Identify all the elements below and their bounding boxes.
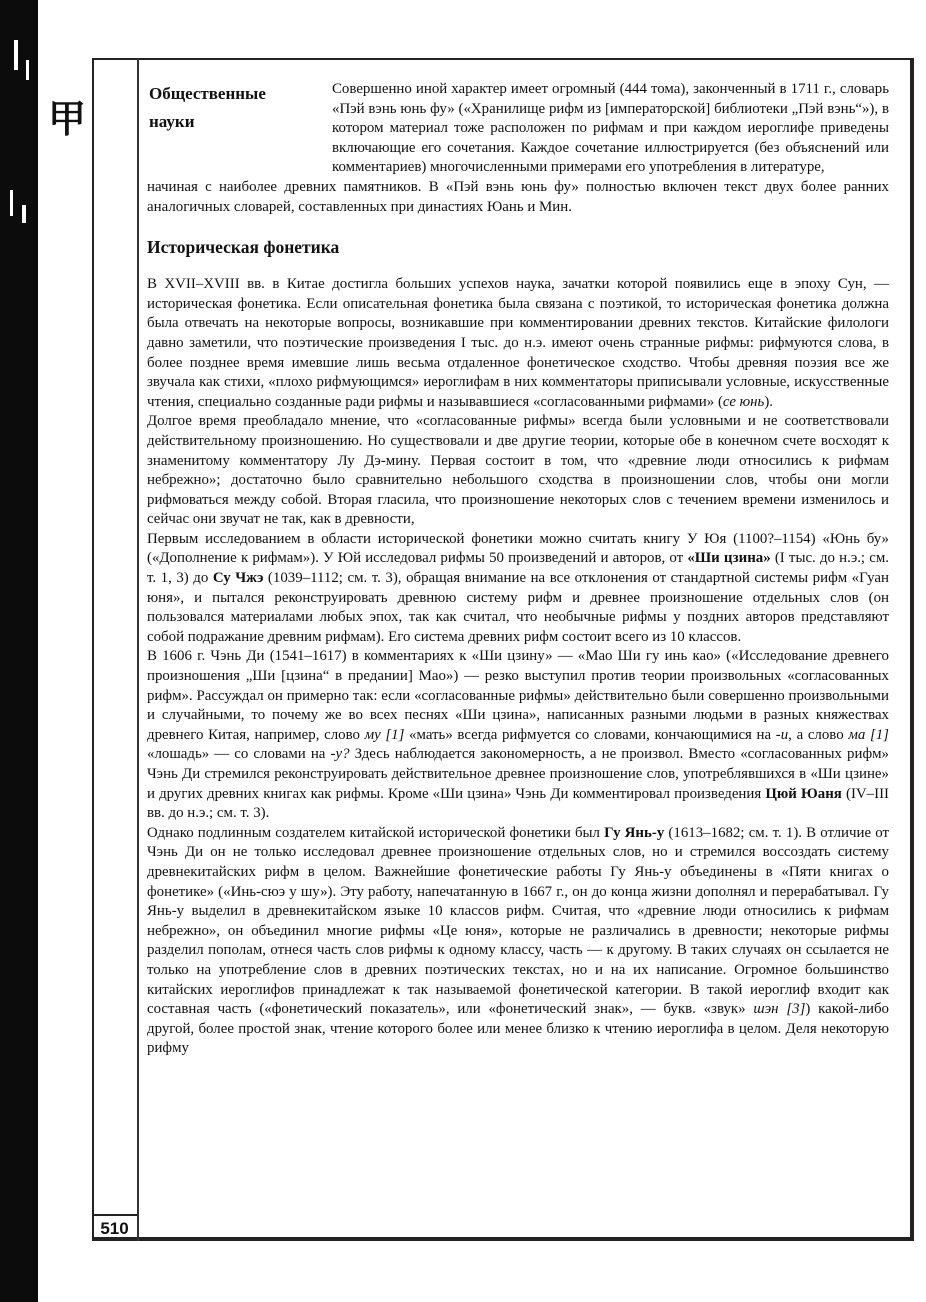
bold-term: Гу Янь-у xyxy=(604,824,665,841)
italic-term: се юнь xyxy=(722,393,765,410)
paragraph-text: (IV–III вв. до н.э.; см. т. 3). xyxy=(147,785,889,822)
paragraph-text: Однако подлинным создателем китайской исторической фонетики был xyxy=(147,824,605,841)
italic-term: -у? xyxy=(330,746,350,763)
page-number-box xyxy=(92,1214,137,1241)
bold-term: «Ши цзина» xyxy=(687,550,771,567)
scan-margin-bar xyxy=(0,0,38,1302)
bold-term: Цюй Юаня xyxy=(765,785,842,802)
side-heading-line: Общественные xyxy=(149,84,266,103)
italic-term: шэн [3] xyxy=(753,1001,806,1018)
paragraph-text: (1039–1112; см. т. 3), обращая внимание на все отклонения от стандартной системы рифм «Гуан юня», и пытался реконструировать древнюю систему рифм и древнее произношение отдельных слов (он пользовался материалами любых эпох, так как считал, что необычные рифмы у поздних авторов представляют собой подражание древним рифмам). Его система древних рифм состоит всего из 10 классов. xyxy=(147,570,889,645)
paragraph-text: В 1606 г. Чэнь Ди (1541–1617) в комментариях к «Ши цзину» — «Мао Ши гу инь као» («Исследование древнего произношения „Ши [цзина“ в предании] Мао») — резко выступил против теории произвольных «согласованных рифм». Рассуждал он примерно так: если «согласованные рифмы» действительно были совершенно произвольными и случайными, то почему же во всех песнях «Ши цзина», написанных разными людьми в разных княжествах древнего Китая, например, слово xyxy=(147,648,889,743)
paragraph-text: ). xyxy=(764,393,774,410)
italic-term: -и, xyxy=(775,726,792,743)
italic-term: ма [1] xyxy=(848,726,889,743)
section-title: Историческая фонетика xyxy=(147,237,340,258)
paragraph xyxy=(147,824,889,1059)
side-heading-line: науки xyxy=(149,112,195,131)
paragraph-text: а слово xyxy=(791,726,849,743)
intro-paragraph-tail: начиная с наиболее древних памятников. В «Пэй вэнь юнь фу» полностью включен текст двух более ранних аналогичных словарей, составленных при династиях Юань и Мин. xyxy=(147,178,889,215)
page-content xyxy=(147,80,889,1059)
paragraph-text: (1613–1682; см. т. 1). В отличие от Чэнь Ди он не только исследовал древнее произношение отдельных слов, но и стремился воссоздать систему древнекитайских рифм в целом. Важнейшие фонетические работы Гу Янь-у объединены в «Пяти книгах о фонетике» («Инь-сюэ у шу»). Эту работу, напечатанную в 1667 г., он до конца жизни дополнял и перерабатывал. Гу Янь-у выделил в древнекитайском языке 10 классов рифм. Считая, что «древние люди относились к рифмам небрежно», он объединил многие рифмы «Це юня», которые не различались в древности; некоторые рифмы разделил пополам, отнеся часть слов рифмы к одному классу, часть — к другому. В таких случаях он ссылается не только на употребление слов в древних поэтических текстах, но и на их написание. Огромное большинство китайских иероглифов принадлежат к так называемой фонетической категории. В такой иероглиф входит как составная часть («фонетический показатель», или «фонетический знак», — букв. «звук» xyxy=(147,824,890,1018)
intro-block xyxy=(147,80,889,178)
paragraph-text: Здесь наблюдается закономерность, а не произвол. Вместо «согласованных рифм» Чэнь Ди стремился реконструировать действительное древнее произношение слов, употреблявшихся в «Ши цзине» и других древних книгах как рифмы. Кроме «Ши цзина» Чэнь Ди комментировал произведения xyxy=(147,746,889,802)
paragraph xyxy=(147,530,889,648)
paragraph: Долгое время преобладало мнение, что «согласованные рифмы» всегда были условными и не соответствовали действительному произношению. Но существовали и две другие теории, которые обе в конечном счете восходят к знаменитому комментатору Лу Дэ-мину. Первая состоит в том, что «древние люди относились к рифмам небрежно»; достаточно было сравнительно небольшого сходства в произношении слов, чтобы они могли рифмоваться между собой. Вторая гласила, что произношение некоторых слов с течением времени изменилось и сейчас они звучат не так, как в древности, xyxy=(147,413,889,528)
paragraph-text: «мать» всегда рифмуется со словами, кончающимися на xyxy=(404,726,776,743)
paragraph xyxy=(147,275,889,412)
section-glyph-icon: 甲 xyxy=(47,97,86,141)
margin-rule xyxy=(137,58,139,1241)
page-number: 510 xyxy=(100,1219,129,1238)
paragraph-text: В XVII–XVIII вв. в Китае достигла больших успехов наука, зачатки которой появились еще в эпоху Сун, — историческая фонетика. Если описательная фонетика была связана с поэтикой, то историческая фонетика должна была отвечать на некоторые вопросы, возникавшие при комментировании древних текстов. Китайские филологи давно заметили, что поэтические произведения I тыс. до н.э. имеют очень странные рифмы: рифмуются слова, в более позднее время имевшие лишь весьма отдаленное фонетическое сходство. Чтобы древняя поэзия все же звучала как стихи, «плохо рифмующимся» иероглифам в них комментаторы приписывали условные, искусственные чтения, специально созданные ради рифмы и называвшиеся «согласованными рифмами» ( xyxy=(147,276,889,410)
italic-term: му [1] xyxy=(364,726,405,743)
paragraph-text: ) какой-либо другой, более простой знак, чтение которого более или менее близко к чтению иероглифа в целом. Деля некоторую рифму xyxy=(147,1001,889,1057)
paragraph-text: (I тыс. до н.э.; см. т. 1, 3) до xyxy=(147,550,889,587)
paragraph-text: Первым исследованием в области исторической фонетики можно считать книгу У Юя (1100?–1154) «Юнь бу» («Дополнение к рифмам»). У Юй исследовал рифмы 50 произведений и авторов, от xyxy=(147,530,889,567)
paragraph xyxy=(147,647,889,823)
intro-paragraph: Совершенно иной характер имеет огромный (444 тома), законченный в 1711 г., словарь «Пэй вэнь юнь фу» («Хранилище рифм из [императорской] библиотеки „Пэй вэнь“»), в котором материал тоже расположен по рифмам и при каждом иероглифе приведены включающие его сочетания. Каждое сочетание иллюстрируется (без объяснений или комментариев) многочисленными примерами его употребления в литературе, xyxy=(332,81,889,176)
bold-term: Су Чжэ xyxy=(212,570,264,587)
paragraph-text: «лошадь» — со словами на xyxy=(147,746,331,763)
side-heading xyxy=(149,80,319,136)
